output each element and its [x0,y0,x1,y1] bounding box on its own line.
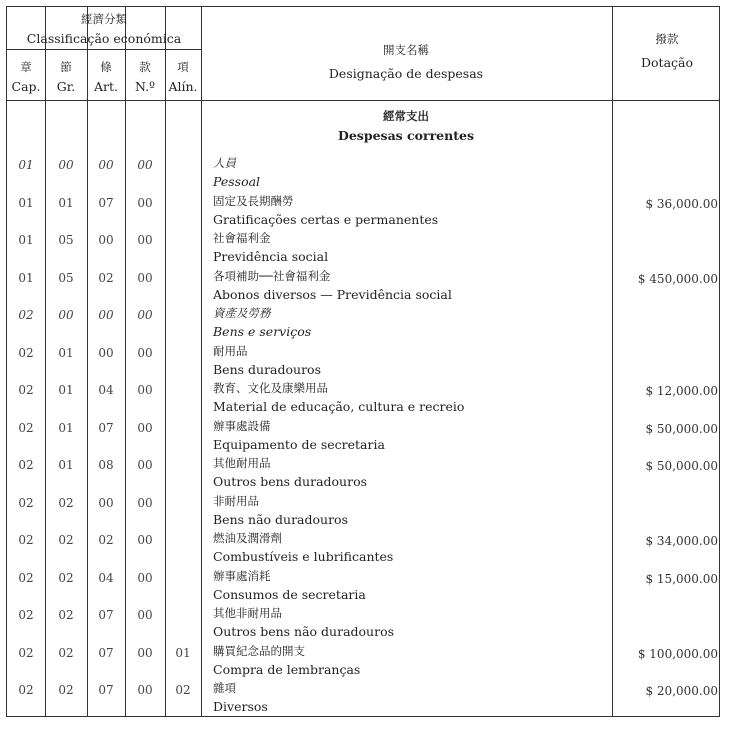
item-name-zh: 辦事處消耗 [213,568,271,583]
cell-n: 00 [137,683,153,697]
item-name-pt: Outros bens duradouros [213,474,368,489]
col-divider [45,7,46,716]
cell-n: 00 [137,195,153,210]
item-name-zh: 教育、文化及康樂用品 [213,381,328,395]
cell-n: 00 [137,233,153,247]
cell-n: 00 [137,420,153,435]
cell-gr: 01 [58,195,74,210]
item-name-zh: 其他非耐用品 [213,606,282,620]
item-name-pt: Consumos de secretaria [213,586,366,602]
col-divider [125,7,126,716]
cell-cap: 01 [18,195,34,210]
item-name-zh: 燃油及潤滑劑 [213,531,282,545]
cell-n: 00 [137,608,153,622]
item-name-zh: 購買紀念品的開支 [213,643,305,658]
cell-cap: 02 [18,383,34,397]
item-name-pt: Combustíveis e lubrificantes [213,549,394,564]
item-name-zh: 非耐用品 [213,493,259,508]
col-cap-zh: 章 [20,60,32,74]
cell-art: 07 [98,645,114,660]
col-n-pt: N.º [135,79,155,94]
cell-art: 00 [98,233,114,247]
item-name-zh: 耐用品 [213,343,248,358]
cell-cap: 02 [18,533,34,547]
cell-n: 00 [137,158,153,172]
cell-n: 00 [137,645,153,660]
amount-value: $ 50,000.00 [645,421,718,436]
cell-gr: 02 [58,683,74,697]
cell-gr: 00 [58,158,74,172]
dotacao-title-pt: Dotação [640,55,694,70]
item-name-pt: Bens duradouros [213,361,321,377]
cell-n: 00 [137,458,153,472]
cell-n: 00 [137,345,153,360]
cell-cap: 02 [18,420,34,435]
cell-gr: 02 [58,533,74,547]
section-title-pt: Despesas correntes [338,128,474,143]
cell-alin: 02 [175,683,191,697]
item-name-zh: 辦事處設備 [213,418,271,433]
cell-n: 00 [137,383,153,397]
col-alin-zh: 項 [177,60,189,74]
cell-art: 08 [98,458,114,472]
cell-gr: 01 [58,345,74,360]
cell-gr: 02 [58,645,74,660]
cell-art: 07 [98,683,114,697]
item-name-pt: Equipamento de secretaria [213,436,385,452]
cell-art: 04 [98,570,114,585]
cell-cap: 02 [18,308,34,322]
col-divider [87,7,88,716]
item-name-zh: 雜項 [213,681,236,695]
cell-art: 00 [98,345,114,360]
cell-gr: 02 [58,608,74,622]
cell-gr: 02 [58,495,74,510]
cell-cap: 02 [18,495,34,510]
cell-art: 00 [98,158,114,172]
col-divider [165,7,166,716]
amount-value: $ 36,000.00 [645,196,718,211]
cell-cap: 02 [18,458,34,472]
cell-n: 00 [137,308,153,322]
item-name-zh: 其他耐用品 [213,456,271,470]
col-alin-pt: Alín. [168,79,198,94]
cell-n: 00 [137,270,153,285]
item-name-pt: Gratificações certas e permanentes [213,211,439,227]
designation-title-pt: Designação de despesas [328,66,484,81]
cell-n: 00 [137,495,153,510]
col-gr-pt: Gr. [56,79,76,94]
col-divider [201,7,202,716]
item-name-pt: Diversos [213,699,268,714]
designation-title-zh: 開支名稱 [383,43,429,57]
item-name-pt: Previdência social [213,249,329,264]
cell-cap: 02 [18,683,34,697]
item-name-zh: 各項補助──社會福利金 [213,268,331,283]
col-n-zh: 款 [139,60,151,74]
item-name-pt: Pessoal [213,174,261,189]
header-rule [7,100,719,101]
cell-cap: 02 [18,608,34,622]
col-cap-pt: Cap. [11,79,41,94]
classification-title-pt: Classificação económica [26,31,182,46]
cell-gr: 01 [58,420,74,435]
item-name-pt: Bens e serviços [213,324,312,339]
cell-cap: 01 [18,233,34,247]
item-name-zh: 人員 [213,156,236,170]
cell-art: 04 [98,383,114,397]
cell-alin: 01 [175,645,191,660]
cell-art: 07 [98,608,114,622]
cell-art: 02 [98,270,114,285]
amount-value: $ 34,000.00 [645,534,718,548]
amount-value: $ 20,000.00 [645,684,718,698]
header-divider [7,49,201,50]
cell-cap: 02 [18,570,34,585]
cell-art: 02 [98,533,114,547]
item-name-zh: 固定及長期酬勞 [213,193,294,208]
cell-cap: 02 [18,345,34,360]
cell-gr: 00 [58,308,74,322]
classification-title-zh: 經濟分類 [81,12,127,26]
col-art-pt: Art. [94,79,118,94]
section-title-zh: 經常支出 [383,109,429,123]
amount-value: $ 12,000.00 [645,384,718,398]
amount-value: $ 15,000.00 [645,571,718,586]
cell-n: 00 [137,533,153,547]
col-divider [612,7,613,716]
col-gr-zh: 節 [60,60,72,74]
item-name-pt: Material de educação, cultura e recreio [213,399,465,414]
cell-gr: 01 [58,383,74,397]
cell-gr: 05 [58,270,74,285]
dotacao-title-zh: 撥款 [655,32,679,46]
cell-art: 00 [98,495,114,510]
cell-gr: 05 [58,233,74,247]
amount-value: $ 50,000.00 [645,459,718,473]
cell-cap: 02 [18,645,34,660]
item-name-zh: 社會福利金 [213,231,271,245]
cell-art: 07 [98,420,114,435]
cell-gr: 01 [58,458,74,472]
cell-n: 00 [137,570,153,585]
cell-cap: 01 [18,158,34,172]
item-name-pt: Outros bens não duradouros [213,624,395,639]
cell-art: 07 [98,195,114,210]
cell-gr: 02 [58,570,74,585]
item-name-pt: Compra de lembranças [213,661,361,677]
col-art-zh: 條 [100,60,112,74]
cell-art: 00 [98,308,114,322]
cell-cap: 01 [18,270,34,285]
item-name-pt: Abonos diversos — Previdência social [213,286,452,302]
budget-table [6,6,720,717]
item-name-pt: Bens não duradouros [213,511,348,527]
amount-value: $ 450,000.00 [637,271,718,286]
amount-value: $ 100,000.00 [637,646,718,661]
item-name-zh: 資產及勞務 [213,306,271,320]
